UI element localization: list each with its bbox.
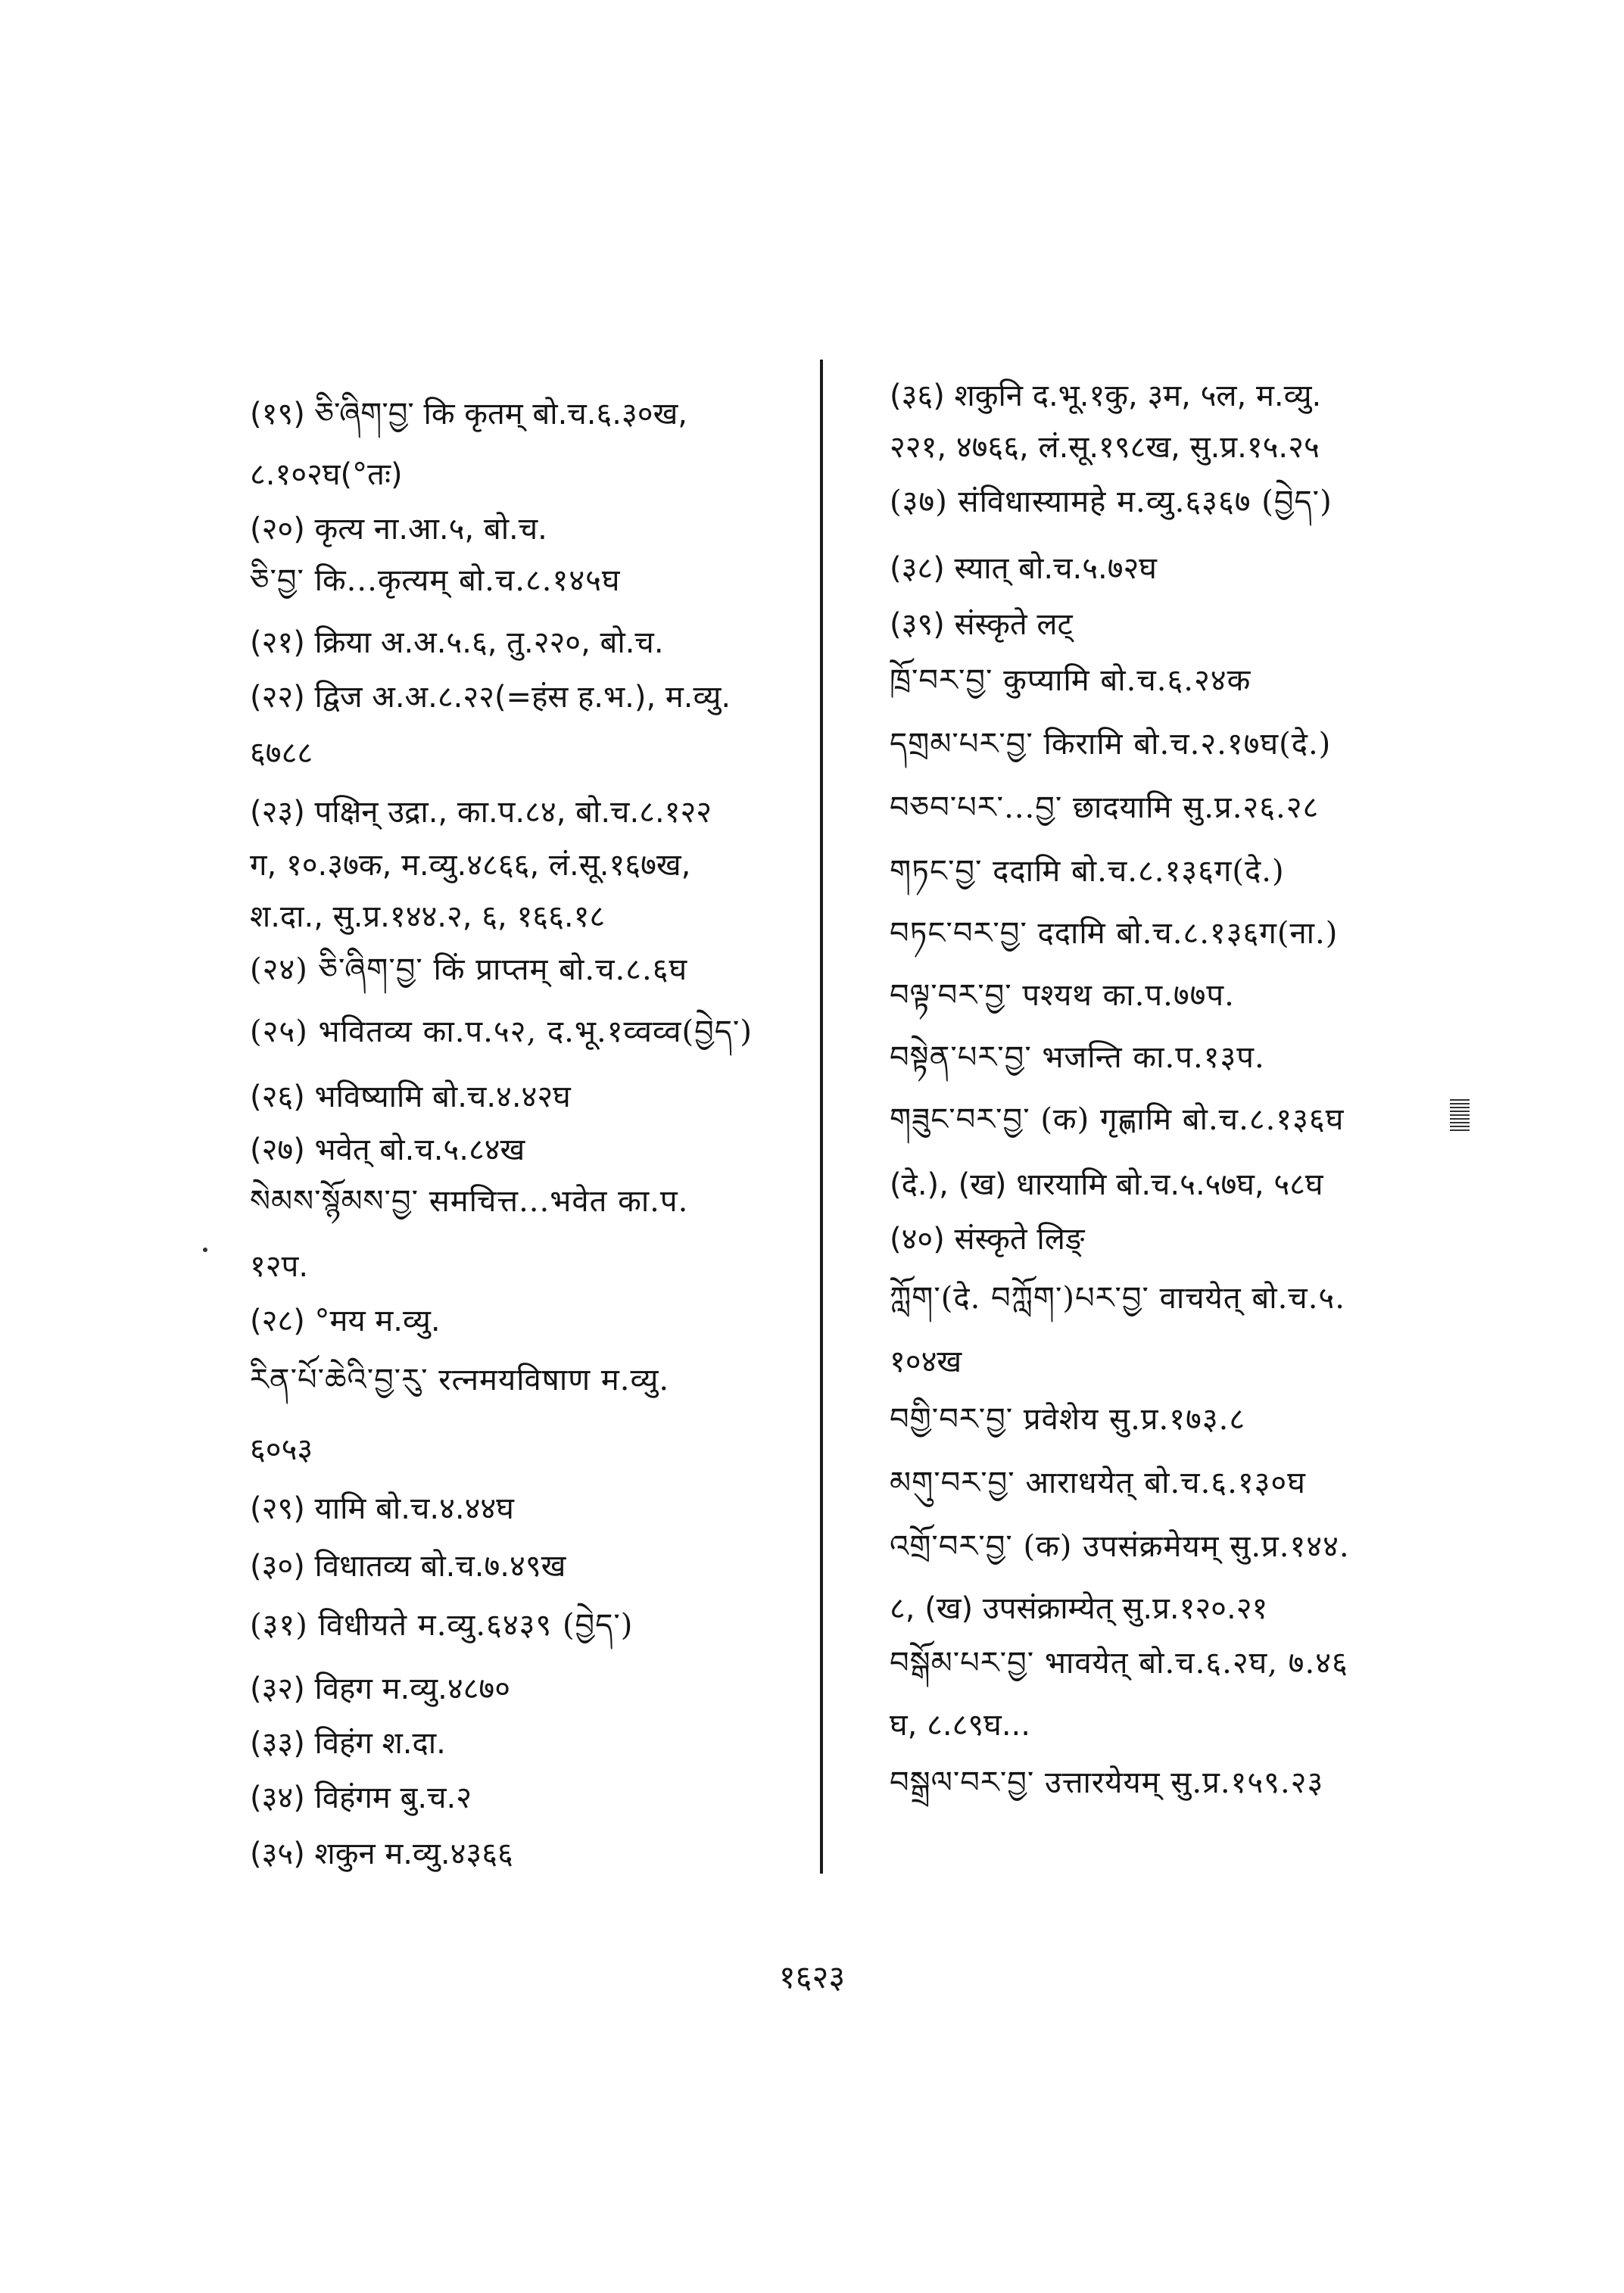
entry-line: (३९) संस्कृते लट् (890, 607, 1073, 642)
entry-line: བཅབ་པར་...བྱ་ छादयामि सु.प्र.२६.२८ (890, 790, 1320, 825)
margin-tick-mark (1450, 1098, 1470, 1131)
entry-line: (२५) भवितव्य का.प.५२, द.भू.१व्वव्व(བྱེད་) (250, 1014, 753, 1049)
entry-line: བསྒོམ་པར་བྱ་ भावयेत् बो.च.६.२घ, ७.४६ (890, 1646, 1348, 1681)
entry-line: འགྲོ་བར་བྱ་ (क) उपसंक्रमेयम् सु.प्र.१४४. (890, 1529, 1350, 1564)
entry-line: གཟུང་བར་བྱ་ (क) गृह्णामि बो.च.८.१३६घ (890, 1102, 1345, 1137)
entry-line: ६७८८ (250, 736, 313, 771)
entry-line: घ, ८.८९घ... (890, 1708, 1030, 1743)
entry-line: (३३) विहंग श.दा. (250, 1726, 446, 1761)
entry-line: (२४) ཅི་ཞིག་བྱ་ किं प्राप्तम् बो.च.८.६घ (250, 952, 688, 987)
entry-line: २२१, ४७६६, लं.सू.१९८ख, सु.प्र.१५.२५ (890, 430, 1320, 465)
entry-line: དགྲམ་པར་བྱ་ किरामि बो.च.२.१७घ(दे.) (890, 727, 1332, 762)
entry-line: (३४) विहंगम बु.च.२ (250, 1781, 472, 1815)
entry-line: རིན་པོ་ཆེའི་བྱ་རུ་ रत्नमयविषाण म.व्यु. (250, 1363, 670, 1397)
entry-line: སེམས་སྙོམས་བྱ་ समचित्त...भवेत का.प. (250, 1184, 689, 1219)
column-divider (820, 360, 823, 1874)
entry-line: (३०) विधातव्य बो.च.७.४९ख (250, 1549, 566, 1584)
page-number: १६२३ (778, 1958, 846, 1995)
entry-line: (२३) पक्षिन् उद्रा., का.प.८४, बो.च.८.१२२ (250, 795, 712, 830)
entry-line: (४०) संस्कृते लिङ् (890, 1222, 1085, 1257)
entry-line: (३१) विधीयते म.व्यु.६४३९ (བྱེད་) (250, 1608, 634, 1643)
entry-line: མགུ་བར་བྱ་ आराधयेत् बो.च.६.१३०घ (890, 1466, 1306, 1500)
entry-line: (२९) यामि बो.च.४.४४घ (250, 1491, 514, 1526)
entry-line: (३८) स्यात् बो.च.५.७२घ (890, 551, 1157, 586)
entry-line: १२प. (250, 1249, 309, 1284)
entry-line: (२८) °मय म.व्यु. (250, 1304, 441, 1338)
entry-line: (१९) ཅི་ཞིག་བྱ་ कि कृतम् बो.च.६.३०ख, (250, 397, 688, 431)
entry-line: བསྒྲལ་བར་བྱ་ उत्तारयेयम् सु.प्र.१५९.२३ (890, 1765, 1324, 1800)
entry-line: (२७) भवेत् बो.च.५.८४ख (250, 1132, 525, 1167)
entry-line: ८.१०२घ(°तः) (250, 457, 403, 492)
entry-line: (२२) द्विज अ.अ.८.२२(=हंस ह.भ.), म.व्यु. (250, 680, 731, 715)
entry-line: བསྟེན་པར་བྱ་ भजन्ति का.प.१३प. (890, 1040, 1265, 1075)
entry-line: (३७) संविधास्यामहे म.व्यु.६३६७ (བྱེད་) (890, 484, 1333, 519)
entry-line: ཅི་བྱ་ कि...कृत्यम् बो.च.८.१४५घ (250, 563, 621, 598)
entry-line: (२१) क्रिया अ.अ.५.६, तु.२२०, बो.च. (250, 625, 664, 660)
entry-line: ཁྲོ་བར་བྱ་ कुप्यामि बो.च.६.२४क (890, 663, 1252, 698)
stray-ink-dot (203, 1248, 207, 1252)
entry-line: (दे.), (ख) धारयामि बो.च.५.५७घ, ५८घ (890, 1167, 1323, 1202)
entry-line: ६०५३ (250, 1432, 313, 1467)
entry-line: (३५) शकुन म.व्यु.४३६६ (250, 1837, 513, 1871)
entry-line: བཏང་བར་བྱ་ ददामि बो.च.८.१३६ग(ना.) (890, 916, 1339, 951)
entry-line: ग, १०.३७क, म.व्यु.४८६६, लं.सू.१६७ख, (250, 848, 691, 883)
entry-line: (२०) कृत्य ना.आ.५, बो.च. (250, 512, 547, 547)
entry-line: (३२) विहग म.व्यु.४८७० (250, 1671, 511, 1706)
entry-line: ८, (ख) उपसंक्राम्येत् सु.प्र.१२०.२१ (890, 1591, 1268, 1626)
entry-line: (३६) शकुनि द.भू.१कु, ३म, ५ल, म.व्यु. (890, 379, 1322, 413)
entry-line: श.दा., सु.प्र.१४४.२, ६, १६६.१८ (250, 899, 606, 934)
entry-line: १०४ख (890, 1344, 962, 1379)
entry-line: ཀློག་(दे. བཀློག་)པར་བྱ་ वाचयेत् बो.च.५. (890, 1281, 1345, 1316)
entry-line: (२६) भविष्यामि बो.च.४.४२घ (250, 1080, 571, 1114)
entry-line: གཏང་བྱ་ ददामि बो.च.८.१३६ग(दे.) (890, 854, 1285, 889)
entry-line: བལྟ་བར་བྱ་ पश्यथ का.प.७७प. (890, 978, 1235, 1013)
entry-line: བགྱི་བར་བྱ་ प्रवेशेय सु.प्र.१७३.८ (890, 1402, 1246, 1437)
